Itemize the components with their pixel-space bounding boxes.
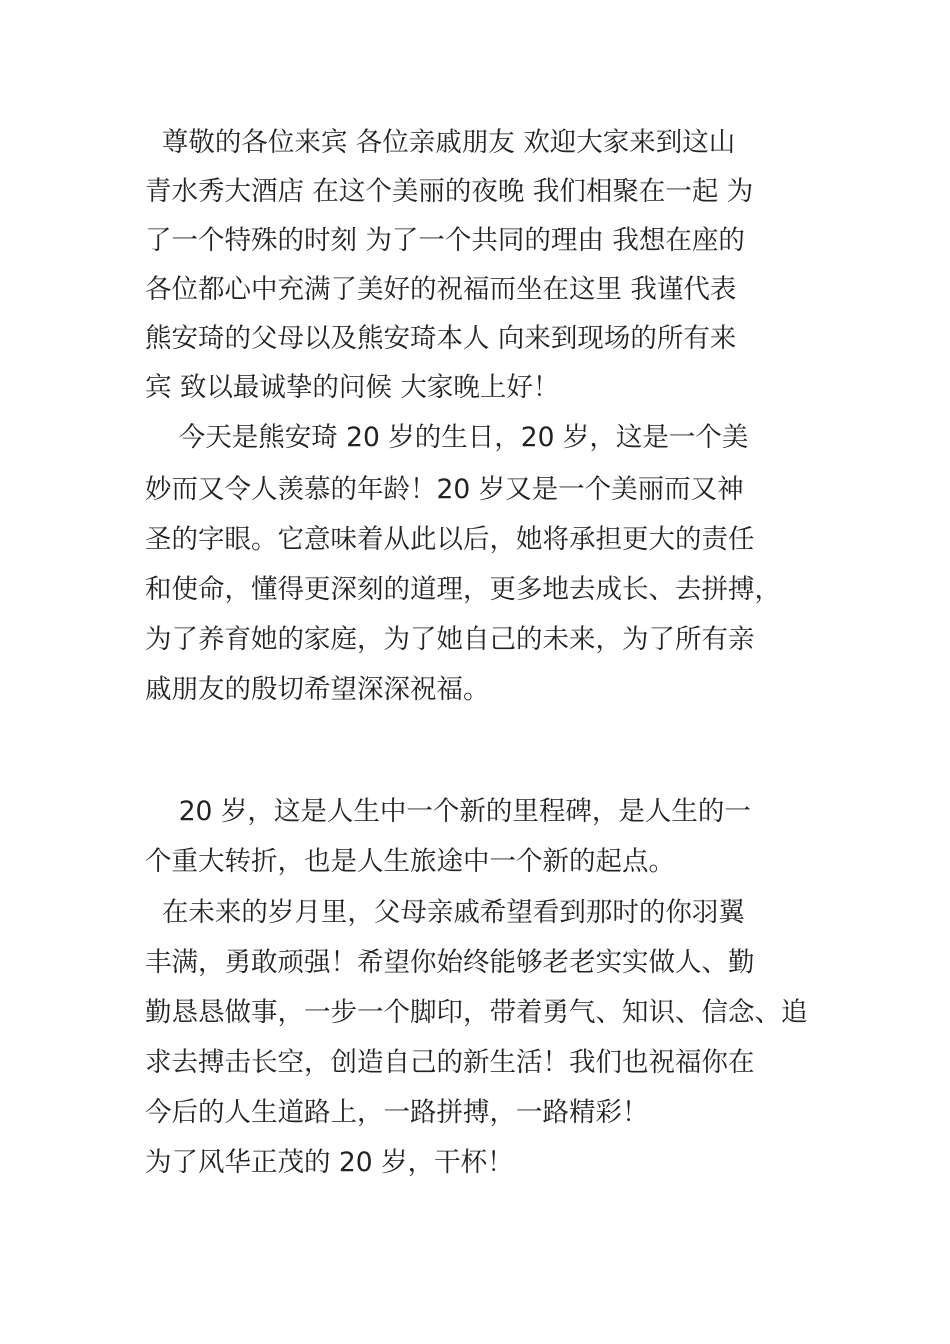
text-line: 个重大转折，也是人生旅途中一个新的起点。: [145, 846, 675, 877]
text-line: 戚朋友的殷切希望深深祝福。: [145, 674, 490, 705]
text-line: 宾 致以最诚挚的问候 大家晚上好！: [145, 372, 560, 403]
text-line: 20 岁，这是人生中一个新的里程碑，是人生的一: [145, 796, 751, 827]
text-line: 勤恳恳做事，一步一个脚印，带着勇气、知识、信念、追: [145, 997, 808, 1028]
text-line: 今后的人生道路上，一路拼搏，一路精彩！: [145, 1097, 649, 1128]
text-line: 了一个特殊的时刻 为了一个共同的理由 我想在座的: [145, 225, 745, 256]
text-line: 尊敬的各位来宾 各位亲戚朋友 欢迎大家来到这山: [145, 127, 736, 158]
text-line: 为了风华正茂的 20 岁，干杯！: [145, 1147, 514, 1178]
text-line: 青水秀大酒店 在这个美丽的夜晚 我们相聚在一起 为: [145, 176, 754, 207]
text-line: 和使命，懂得更深刻的道理，更多地去成长、去拼搏，: [145, 574, 781, 605]
text-line: 今天是熊安琦 20 岁的生日，20 岁，这是一个美: [145, 422, 749, 453]
text-line: 各位都心中充满了美好的祝福而坐在这里 我谨代表: [145, 274, 737, 305]
text-line: 在未来的岁月里，父母亲戚希望看到那时的你羽翼: [145, 897, 745, 928]
text-line: 求去搏击长空，创造自己的新生活！我们也祝福你在: [145, 1047, 755, 1078]
text-line: 丰满，勇敢顽强！希望你始终能够老老实实做人、勤: [145, 947, 755, 978]
text-line: 熊安琦的父母以及熊安琦本人 向来到现场的所有来: [145, 323, 737, 354]
text-line: 妙而又令人羡慕的年龄！20 岁又是一个美丽而又神: [145, 474, 744, 505]
text-line: 为了养育她的家庭，为了她自己的未来，为了所有亲: [145, 624, 755, 655]
text-line: 圣的字眼。它意味着从此以后，她将承担更大的责任: [145, 524, 755, 555]
